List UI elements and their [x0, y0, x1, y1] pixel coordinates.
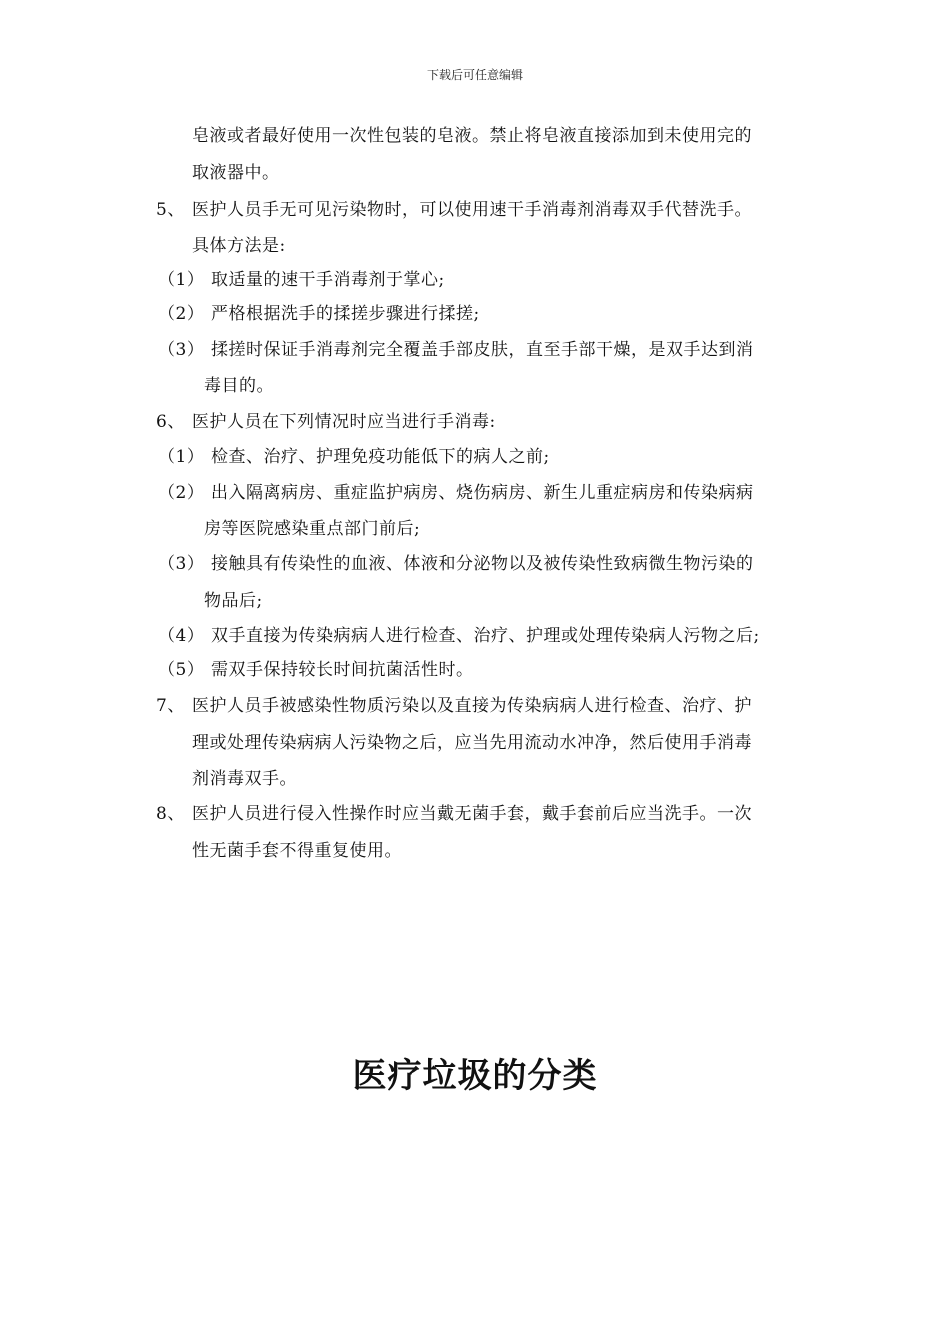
list-marker: 7、: [156, 696, 185, 716]
list-marker: （1）: [158, 270, 205, 290]
text-line: 性无菌手套不得重复使用。: [192, 841, 402, 861]
list-marker: （2）: [158, 304, 205, 324]
list-marker: 8、: [156, 804, 185, 824]
list-marker: （3）: [158, 554, 205, 574]
text-line: 理或处理传染病病人污染物之后，应当先用流动水冲净，然后使用手消毒: [192, 733, 752, 753]
list-marker: 5、: [156, 200, 185, 220]
section-title: 医疗垃圾的分类: [352, 1056, 598, 1096]
text-line: 毒目的。: [204, 376, 274, 396]
list-marker: （4）: [158, 626, 205, 646]
list-marker: （3）: [158, 340, 205, 360]
text-line: 房等医院感染重点部门前后;: [204, 519, 421, 539]
list-marker: 6、: [156, 412, 185, 432]
list-marker: （5）: [158, 660, 205, 680]
text-line: 皂液或者最好使用一次性包装的皂液。禁止将皂液直接添加到未使用完的: [192, 126, 752, 146]
text-line: 取液器中。: [192, 163, 280, 183]
text-line: 物品后;: [204, 591, 263, 611]
list-marker: （2）: [158, 483, 205, 503]
text-line: 剂消毒双手。: [192, 769, 297, 789]
text-line: 具体方法是:: [192, 236, 286, 256]
page-header: 下载后可任意编辑: [426, 68, 523, 82]
list-marker: （1）: [158, 447, 205, 467]
